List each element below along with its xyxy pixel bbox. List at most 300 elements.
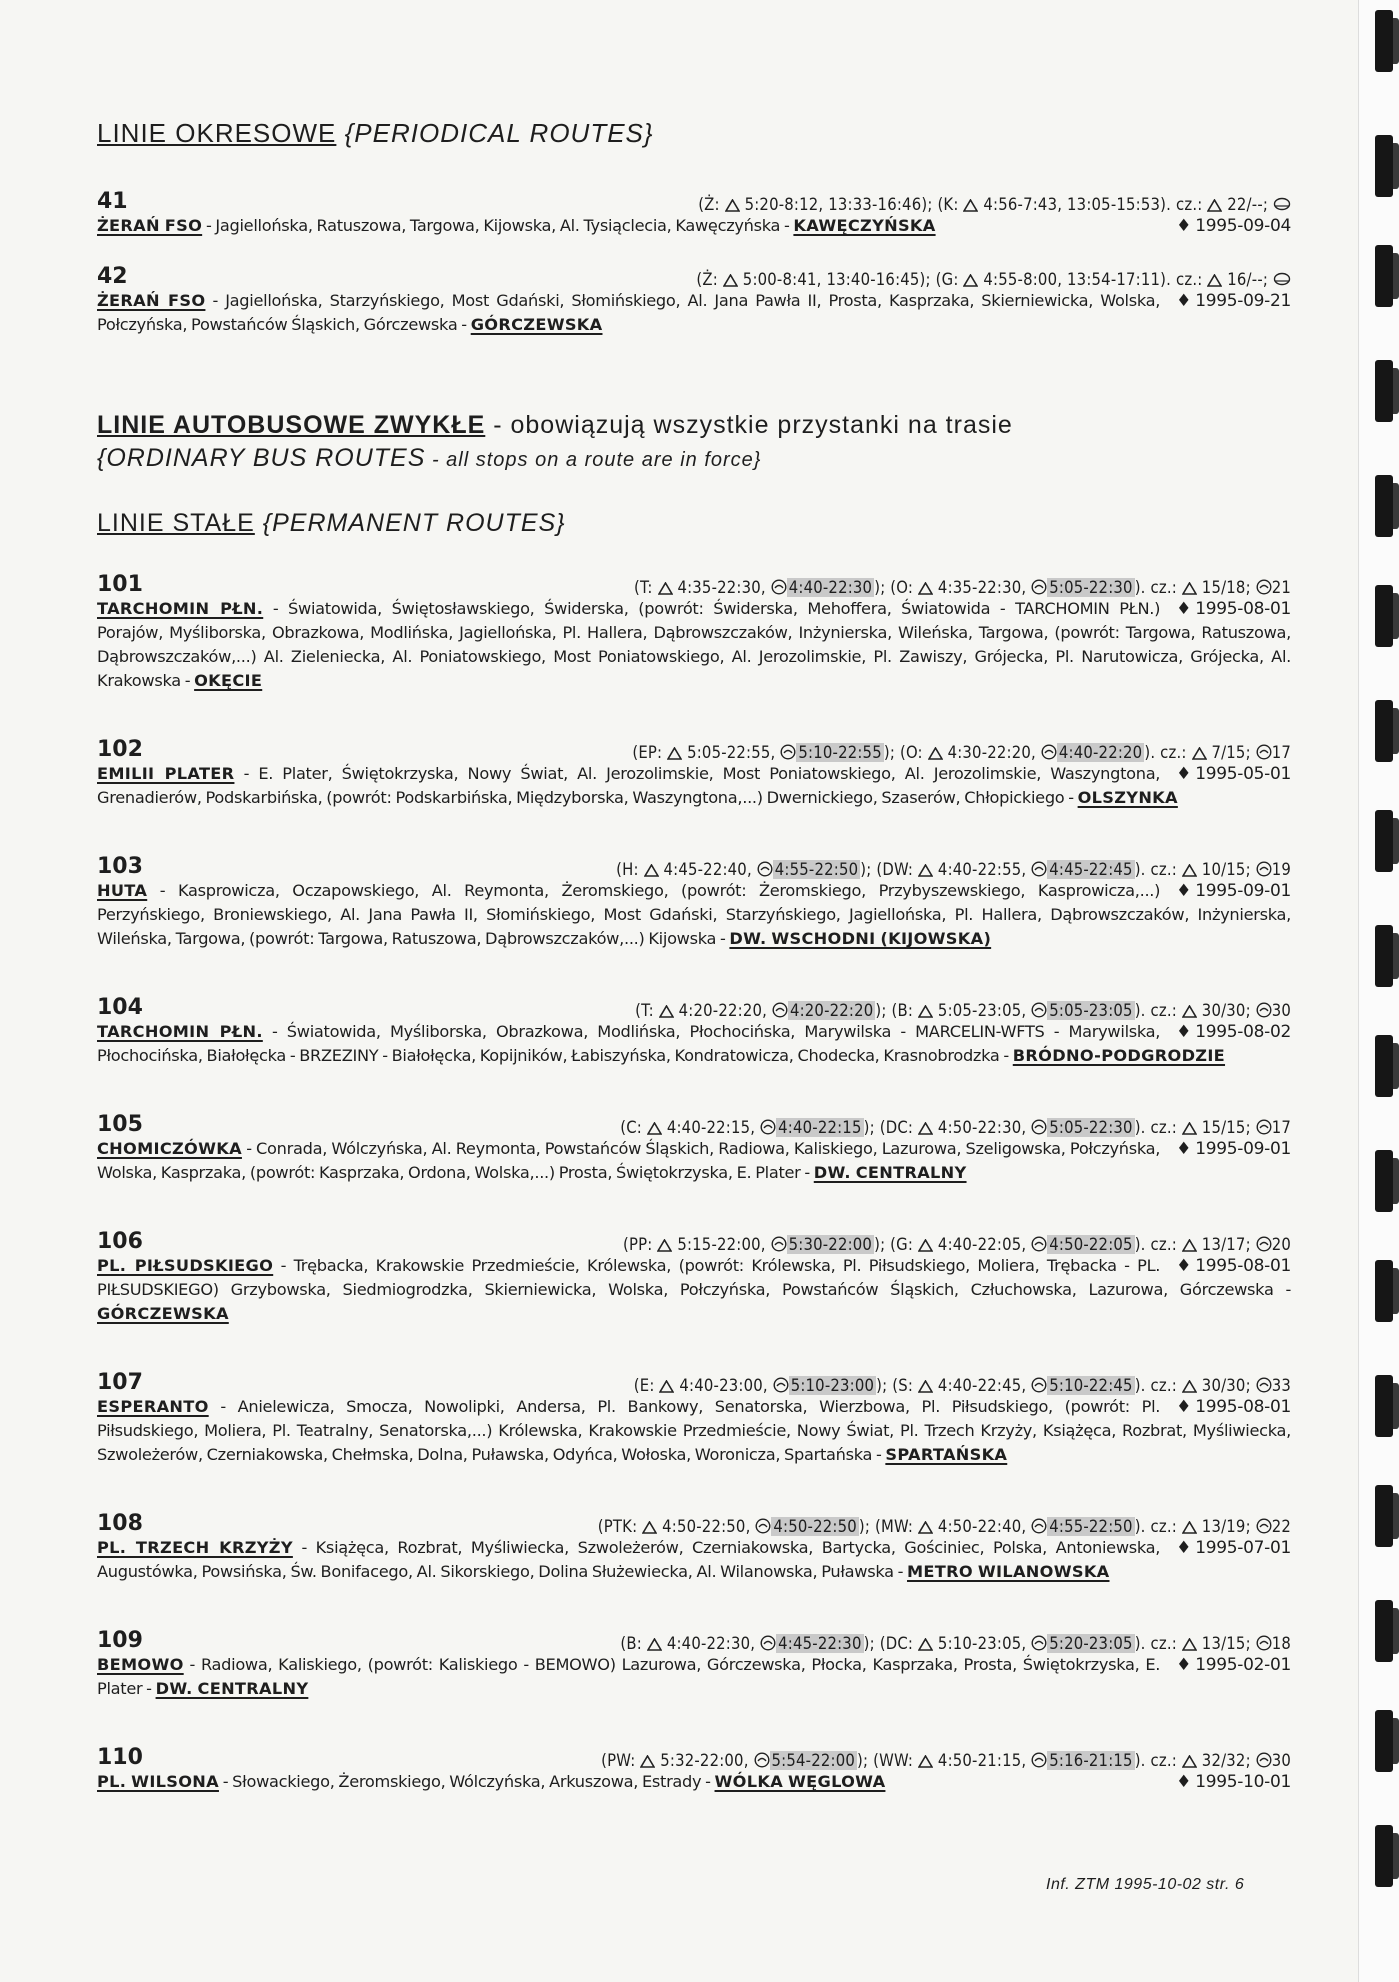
terminus-start: BEMOWO — [97, 1655, 184, 1674]
holiday-circle-icon — [1256, 1236, 1272, 1252]
schedule — [634, 578, 1291, 597]
schedule-frequency: ). cz.: — [1134, 1118, 1182, 1137]
schedule-holiday: 5:20-23:05 — [1049, 1634, 1133, 1653]
schedule-frequency: ). cz.: — [1134, 1517, 1182, 1536]
schedule-terminal: (T: — [633, 578, 658, 597]
schedule — [620, 1118, 1291, 1137]
holiday-circle-icon — [757, 861, 773, 877]
schedule-holiday: 4:40-22:30 — [788, 578, 873, 597]
schedule-weekday-freq: 13/19; — [1196, 1517, 1256, 1536]
triangle-icon — [1182, 1380, 1197, 1393]
binding-ring — [1375, 135, 1393, 197]
schedule-holiday-freq: 30 — [1271, 1751, 1291, 1770]
route-description — [97, 289, 1291, 337]
holiday-circle-icon — [1041, 744, 1057, 760]
schedule-frequency: ). cz.: — [1134, 1751, 1182, 1770]
triangle-icon — [1182, 1122, 1197, 1135]
schedule-terminal: (PP: — [622, 1235, 658, 1254]
schedule-part: (Ż: — [696, 270, 723, 289]
line-block — [97, 189, 1291, 238]
terminus-end: DW. CENTRALNY — [813, 1163, 967, 1182]
schedule-weekday-freq: 7/15; — [1206, 743, 1256, 762]
line-header — [97, 995, 1291, 1020]
holiday-circle-icon — [773, 1377, 789, 1393]
triangle-icon — [725, 199, 740, 212]
schedule-terminal: (B: — [620, 1634, 647, 1653]
binding-ring — [1375, 1150, 1393, 1212]
start-date: ♦ 1995-09-01 — [1176, 1139, 1291, 1159]
schedule-weekday: 5:05-22:55, — [682, 743, 781, 762]
binding-ring — [1375, 1825, 1393, 1887]
route-streets: - Słowackiego, Żeromskiego, Wólczyńska, Arkuszowa, Estrady - — [218, 1772, 715, 1791]
triangle-icon — [1182, 1521, 1197, 1534]
schedule — [634, 1376, 1291, 1395]
schedule-holiday-freq: 20 — [1271, 1235, 1291, 1254]
binding-ring — [1375, 1035, 1393, 1097]
terminus-start: PL. TRZECH KRZYŻY — [97, 1538, 293, 1557]
schedule-holiday: 4:40-22:15 — [778, 1118, 862, 1137]
triangle-icon — [1192, 747, 1207, 760]
schedule-holiday-freq: 19 — [1271, 860, 1291, 879]
triangle-icon — [657, 1239, 672, 1252]
schedule-terminal: (H: — [616, 860, 644, 879]
schedule — [632, 743, 1291, 762]
holiday-circle-icon — [1256, 1002, 1272, 1018]
triangle-icon — [1182, 1755, 1197, 1768]
line-number: 108 — [97, 1511, 143, 1536]
terminus-start: ŻERAŃ FSO — [97, 216, 203, 235]
start-date: ♦ 1995-08-01 — [1176, 1397, 1291, 1417]
schedule-weekday: 4:40-22:45, — [933, 1376, 1032, 1395]
route-description — [97, 1536, 1291, 1584]
schedule-holiday-freq: 18 — [1271, 1634, 1291, 1653]
terminus-start: CHOMICZÓWKA — [97, 1139, 242, 1158]
schedule-weekday-freq: 13/15; — [1196, 1634, 1256, 1653]
triangle-icon — [918, 1380, 933, 1393]
schedule-weekday-freq: 30/30; — [1196, 1376, 1256, 1395]
triangle-icon — [659, 1005, 674, 1018]
periodical-heading-pl: LINIE OKRESOWE — [97, 118, 337, 148]
schedule-terminal: (EP: — [632, 743, 668, 762]
binding-ring — [1375, 475, 1393, 537]
triangle-icon — [918, 864, 933, 877]
schedule-weekday-freq: 32/32; — [1196, 1751, 1256, 1770]
terminus-end: WÓLKA WĘGLOWA — [714, 1772, 886, 1791]
schedule — [616, 860, 1291, 879]
permanent-heading — [97, 509, 1291, 538]
schedule-weekday: 4:50-22:50, — [657, 1517, 756, 1536]
schedule-part: 4:56-7:43, 13:05-15:53). cz.: — [978, 195, 1208, 214]
terminus-start: ESPERANTO — [97, 1397, 209, 1416]
start-date: ♦ 1995-09-04 — [1176, 216, 1291, 236]
schedule-holiday: 5:10-23:00 — [790, 1376, 875, 1395]
binding-ring — [1375, 10, 1393, 72]
route-streets: - Trębacka, Krakowskie Przedmieście, Królewska, (powrót: Królewska, Pl. Piłsudskiego, Moliera, Trębacka - PL. PIŁSUDSKIEGO) Grzybowska, Siedmiogrodzka, Skierniewicka, Wolska, Połczyńska, Powstańców Śląskich, Człuchowska, Lazurowa, Górczewska - — [97, 1256, 1291, 1299]
triangle-icon — [1182, 1005, 1197, 1018]
triangle-icon — [723, 274, 738, 287]
schedule-weekday: 4:50-22:40, — [933, 1517, 1032, 1536]
route-description — [97, 1653, 1291, 1701]
triangle-icon — [918, 1239, 933, 1252]
start-date: ♦ 1995-08-01 — [1176, 599, 1291, 619]
binding-ring — [1375, 1375, 1393, 1437]
schedule-holiday: 4:50-22:50 — [773, 1517, 857, 1536]
start-date: ♦ 1995-07-01 — [1176, 1538, 1291, 1558]
schedule-weekday-freq: 15/15; — [1196, 1118, 1256, 1137]
schedule-part: 22/--; — [1222, 195, 1273, 214]
binding-ring — [1375, 1260, 1393, 1322]
triangle-icon — [918, 1005, 933, 1018]
holiday-circle-icon — [1256, 1518, 1272, 1534]
schedule — [698, 195, 1291, 214]
start-date: ♦ 1995-09-01 — [1176, 881, 1291, 901]
holiday-circle-icon — [1256, 1377, 1272, 1393]
route-description — [97, 1020, 1291, 1068]
line-number: 103 — [97, 854, 143, 879]
schedule-part: 5:00-8:41, 13:40-16:45); (G: — [737, 270, 964, 289]
terminus-start: HUTA — [97, 881, 148, 900]
line-number: 109 — [97, 1628, 143, 1653]
line-block — [97, 995, 1291, 1068]
line-number: 102 — [97, 737, 143, 762]
route-description — [97, 1137, 1291, 1185]
permanent-lines — [97, 572, 1291, 1794]
ordinary-heading-rest: - obowiązują wszystkie przystanki na trasie — [485, 411, 1013, 439]
schedule-holiday: 4:20-22:20 — [789, 1001, 874, 1020]
schedule-holiday: 5:54-22:00 — [771, 1751, 855, 1770]
schedule-weekday: 4:40-23:00, — [674, 1376, 773, 1395]
terminus-start: EMILII PLATER — [97, 764, 235, 783]
line-block — [97, 1229, 1291, 1326]
line-number: 107 — [97, 1370, 143, 1395]
start-date: ♦ 1995-10-01 — [1176, 1772, 1291, 1792]
ordinary-heading — [97, 411, 1291, 440]
line-block — [97, 737, 1291, 810]
schedule — [620, 1634, 1291, 1653]
route-description — [97, 597, 1291, 693]
terminus-end: DW. WSCHODNI (KIJOWSKA) — [729, 929, 992, 948]
terminus-start: PL. PIŁSUDSKIEGO — [97, 1256, 274, 1275]
line-block — [97, 572, 1291, 693]
line-block — [97, 264, 1291, 337]
triangle-icon — [1182, 1239, 1197, 1252]
triangle-icon — [918, 1122, 933, 1135]
route-streets: - Anielewicza, Smocza, Nowolipki, Andersa, Pl. Bankowy, Senatorska, Wierzbowa, Pl. Piłsudskiego, (powrót: Pl. Piłsudskiego, Moliera, Pl. Teatralny, Senatorska,...) Królewska, Krakowskie Przedmieście, Nowy Świat, Pl. Trzech Krzyży, Książęca, Rozbrat, Myśliwiecka, Szwoleżerów, Czerniakowska, Chełmska, Dolna, Puławska, Odyńca, Wołoska, Woronicza, Spartańska - — [97, 1397, 1291, 1464]
triangle-icon — [963, 274, 978, 287]
triangle-icon — [659, 1380, 674, 1393]
line-header — [97, 737, 1291, 762]
triangle-icon — [918, 1755, 933, 1768]
schedule-terminal: ); (G: — [874, 1235, 919, 1254]
holiday-circle-icon — [1031, 1119, 1047, 1135]
schedule-part: 4:55-8:00, 13:54-17:11). cz.: — [978, 270, 1208, 289]
holiday-circle-icon — [1256, 1752, 1272, 1768]
triangle-icon — [918, 1521, 933, 1534]
holiday-circle-icon — [1031, 861, 1047, 877]
holiday-circle-icon — [771, 1236, 787, 1252]
line-number: 110 — [97, 1745, 143, 1770]
holiday-circle-icon — [1256, 579, 1272, 595]
line-header — [97, 854, 1291, 879]
terminus-end: SPARTAŃSKA — [885, 1445, 1008, 1464]
binding-ring — [1375, 925, 1393, 987]
schedule-weekday: 4:35-22:30, — [672, 578, 771, 597]
line-block — [97, 1745, 1291, 1794]
schedule-terminal: (E: — [633, 1376, 660, 1395]
line-header — [97, 189, 1291, 214]
schedule-terminal: ); (O: — [874, 578, 919, 597]
schedule-holiday-freq: 22 — [1271, 1517, 1291, 1536]
schedule-frequency: ). cz.: — [1144, 743, 1192, 762]
line-block — [97, 1112, 1291, 1185]
route-description — [97, 762, 1291, 810]
terminus-end: OLSZYNKA — [1077, 788, 1178, 807]
schedule-weekday: 5:32-22:00, — [655, 1751, 754, 1770]
bus-icon — [1273, 271, 1291, 287]
schedule-holiday-freq: 17 — [1271, 1118, 1291, 1137]
holiday-circle-icon — [754, 1752, 770, 1768]
route-streets: - Conrada, Wólczyńska, Al. Reymonta, Powstańców Śląskich, Radiowa, Kaliskiego, Lazurowa, Szeligowska, Połczyńska, Wolska, Kasprzaka, (powrót: Kasprzaka, Ordona, Wolska,...) Prosta, Świętokrzyska, E. Plater - — [97, 1139, 1161, 1182]
line-number: 101 — [97, 572, 143, 597]
terminus-end: KAWĘCZYŃSKA — [793, 216, 936, 235]
triangle-icon — [1182, 582, 1197, 595]
holiday-circle-icon — [1031, 1377, 1047, 1393]
schedule-part: 16/--; — [1222, 270, 1273, 289]
binding-ring — [1375, 1600, 1393, 1662]
binding-ring — [1375, 700, 1393, 762]
binding-ring — [1375, 245, 1393, 307]
terminus-end: DW. CENTRALNY — [155, 1679, 309, 1698]
route-streets: - Jagiellońska, Ratuszowa, Targowa, Kijowska, Al. Tysiąclecia, Kawęczyńska - — [202, 216, 794, 235]
schedule-weekday: 4:50-22:30, — [933, 1118, 1032, 1137]
route-streets: - E. Plater, Świętokrzyska, Nowy Świat, Al. Jerozolimskie, Most Poniatowskiego, Al. Jerozolimskie, Waszyngtona, Grenadierów, Podskarbińska, (powrót: Podskarbińska, Międzyborska, Waszyngtona,...) Dwernickiego, Szaserów, Chłopickiego - — [97, 764, 1161, 807]
line-number: 42 — [97, 264, 128, 289]
line-block — [97, 854, 1291, 951]
binding-ring — [1375, 1485, 1393, 1547]
terminus-end: OKĘCIE — [194, 671, 263, 690]
schedule-part: (Ż: — [698, 195, 725, 214]
start-date: ♦ 1995-08-01 — [1176, 1256, 1291, 1276]
schedule-terminal: ); (DC: — [863, 1118, 919, 1137]
bus-icon — [1273, 196, 1291, 212]
schedule-holiday-freq: 17 — [1271, 743, 1291, 762]
triangle-icon — [1207, 199, 1222, 212]
triangle-icon — [647, 1638, 662, 1651]
spiral-binding — [1358, 0, 1399, 1982]
triangle-icon — [640, 1755, 655, 1768]
ordinary-heading-en — [97, 444, 1291, 473]
route-streets: - Światowida, Świętosławskiego, Świderska, (powrót: Świderska, Mehoffera, Światowida - TARCHOMIN PŁN.) Porajów, Myśliborska, Obrazkowa, Modlińska, Jagiellońska, Pl. Hallera, Dąbrowszczaków, Inżynierska, Wileńska, Targowa, (powrót: Targowa, Ratuszowa, Dąbrowszczaków,...) Al. Zieleniecka, Al. Poniatowskiego, Most Poniatowskiego, Al. Jerozolimskie, Pl. Zawiszy, Grójecka, Pl. Narutowicza, Grójecka, Al. Krakowska - — [97, 599, 1291, 690]
holiday-circle-icon — [1031, 1002, 1047, 1018]
holiday-circle-icon — [760, 1635, 776, 1651]
triangle-icon — [644, 864, 659, 877]
triangle-icon — [963, 199, 978, 212]
terminus-start: ŻERAŃ FSO — [97, 291, 206, 310]
holiday-circle-icon — [1256, 861, 1272, 877]
terminus-start: PL. WILSONA — [97, 1772, 219, 1791]
schedule-holiday: 4:45-22:45 — [1049, 860, 1133, 879]
triangle-icon — [918, 582, 933, 595]
line-number: 41 — [97, 189, 128, 214]
schedule-weekday-freq: 10/15; — [1196, 860, 1256, 879]
schedule-terminal: ); (O: — [883, 743, 928, 762]
ordinary-heading-en-main: {ORDINARY BUS ROUTES — [97, 444, 426, 472]
schedule-holiday-freq: 21 — [1271, 578, 1291, 597]
schedule-holiday: 4:45-22:30 — [778, 1634, 862, 1653]
line-number: 105 — [97, 1112, 143, 1137]
schedule-frequency: ). cz.: — [1134, 1634, 1182, 1653]
schedule-terminal: (PW: — [601, 1751, 641, 1770]
line-header — [97, 572, 1291, 597]
holiday-circle-icon — [1031, 1518, 1047, 1534]
schedule-frequency: ). cz.: — [1134, 1376, 1182, 1395]
binding-ring — [1375, 810, 1393, 872]
permanent-heading-pl: LINIE STAŁE — [97, 509, 255, 537]
triangle-icon — [667, 747, 682, 760]
page-footer: Inf. ZTM 1995-10-02 str. 6 — [1046, 1876, 1245, 1893]
line-header — [97, 1511, 1291, 1536]
line-header — [97, 264, 1291, 289]
binding-ring — [1375, 1710, 1393, 1772]
schedule-weekday: 4:45-22:40, — [658, 860, 757, 879]
ordinary-heading-bold: LINIE AUTOBUSOWE ZWYKŁE — [97, 411, 486, 439]
start-date: ♦ 1995-05-01 — [1176, 764, 1291, 784]
schedule-weekday: 5:15-22:00, — [672, 1235, 771, 1254]
schedule-holiday: 5:10-22:55 — [798, 743, 882, 762]
line-header — [97, 1745, 1291, 1770]
schedule-holiday: 5:05-22:30 — [1049, 1118, 1133, 1137]
terminus-end: GÓRCZEWSKA — [97, 1304, 229, 1323]
schedule-weekday: 4:40-22:15, — [661, 1118, 761, 1137]
schedule-weekday: 5:05-23:05, — [933, 1001, 1032, 1020]
line-number: 106 — [97, 1229, 143, 1254]
permanent-heading-en: {PERMANENT ROUTES} — [262, 509, 566, 537]
schedule-holiday: 5:30-22:00 — [788, 1235, 873, 1254]
route-description — [97, 1395, 1291, 1467]
holiday-circle-icon — [780, 744, 796, 760]
route-streets: - Światowida, Myśliborska, Obrazkowa, Modlińska, Płochocińska, Marywilska - MARCELIN-WFTS - Marywilska, Płochocińska, Białołęcka - BRZEZINY - Białołęcka, Kopijników, Łabiszyńska, Kondratowicza, Chodecka, Krasnobrodzka - — [97, 1022, 1161, 1065]
line-number: 104 — [97, 995, 143, 1020]
schedule — [598, 1517, 1291, 1536]
schedule-holiday: 4:55-22:50 — [774, 860, 859, 879]
holiday-circle-icon — [1031, 579, 1047, 595]
route-description — [97, 214, 1291, 238]
schedule-weekday-freq: 15/18; — [1196, 578, 1256, 597]
schedule-holiday: 4:50-22:05 — [1049, 1235, 1133, 1254]
schedule-frequency: ). cz.: — [1134, 1001, 1182, 1020]
schedule-terminal: (C: — [620, 1118, 647, 1137]
ordinary-heading-en-small: - all stops on a route are in force} — [425, 449, 762, 471]
triangle-icon — [642, 1521, 657, 1534]
triangle-icon — [1182, 864, 1197, 877]
terminus-end: METRO WILANOWSKA — [907, 1562, 1110, 1581]
schedule-holiday: 5:05-22:30 — [1049, 578, 1133, 597]
schedule-terminal: ); (B: — [875, 1001, 919, 1020]
holiday-circle-icon — [1256, 744, 1272, 760]
schedule-weekday: 4:30-22:20, — [942, 743, 1041, 762]
schedule-holiday: 4:55-22:50 — [1049, 1517, 1133, 1536]
line-block — [97, 1370, 1291, 1467]
schedule-terminal: ); (S: — [876, 1376, 919, 1395]
start-date: ♦ 1995-02-01 — [1176, 1655, 1291, 1675]
terminus-end: BRÓDNO-PODGRODZIE — [1012, 1046, 1226, 1065]
schedule — [601, 1751, 1291, 1770]
schedule-part: 5:20-8:12, 13:33-16:46); (K: — [739, 195, 964, 214]
schedule-holiday-freq: 30 — [1271, 1001, 1291, 1020]
triangle-icon — [658, 582, 673, 595]
schedule-weekday: 4:20-22:20, — [673, 1001, 772, 1020]
schedule-weekday: 4:50-21:15, — [933, 1751, 1032, 1770]
holiday-circle-icon — [771, 579, 787, 595]
periodical-lines — [97, 189, 1291, 337]
schedule-holiday: 5:10-22:45 — [1049, 1376, 1133, 1395]
schedule-holiday: 5:05-23:05 — [1049, 1001, 1133, 1020]
route-description — [97, 1770, 1291, 1794]
route-streets: - Książęca, Rozbrat, Myśliwiecka, Szwoleżerów, Czerniakowska, Bartycka, Gościniec, Polska, Antoniewska, Augustówka, Powsińska, Św. Bonifacego, Al. Sikorskiego, Dolina Służewiecka, Al. Wilanowska, Puławska - — [97, 1538, 1161, 1581]
schedule-terminal: ); (DC: — [863, 1634, 919, 1653]
schedule-weekday: 5:10-23:05, — [933, 1634, 1032, 1653]
periodical-heading-en: {PERIODICAL ROUTES} — [344, 118, 654, 148]
schedule-frequency: ). cz.: — [1134, 1235, 1182, 1254]
terminus-end: GÓRCZEWSKA — [470, 315, 603, 334]
holiday-circle-icon — [1031, 1752, 1047, 1768]
schedule-terminal: ); (DW: — [860, 860, 919, 879]
route-streets: - Kasprowicza, Oczapowskiego, Al. Reymonta, Żeromskiego, (powrót: Żeromskiego, Przybyszewskiego, Kasprowicza,...) Perzyńskiego, Broniewskiego, Al. Jana Pawła II, Słomińskiego, Most Gdański, Starzyńskiego, Jagiellońska, Pl. Hallera, Dąbrowszczaków, Inżynierska, Wileńska, Targowa, (powrót: Targowa, Ratuszowa, Dąbrowszczaków,...) Kijowska - — [97, 881, 1291, 948]
triangle-icon — [918, 1638, 933, 1651]
schedule — [696, 270, 1291, 289]
start-date: ♦ 1995-09-21 — [1176, 291, 1291, 311]
triangle-icon — [647, 1122, 662, 1135]
schedule-holiday: 5:16-21:15 — [1049, 1751, 1133, 1770]
terminus-start: TARCHOMIN PŁN. — [97, 1022, 263, 1041]
line-header — [97, 1229, 1291, 1254]
triangle-icon — [1182, 1638, 1197, 1651]
holiday-circle-icon — [760, 1119, 776, 1135]
route-streets: - Radiowa, Kaliskiego, (powrót: Kaliskiego - BEMOWO) Lazurowa, Górczewska, Płocka, Kasprzaka, Prosta, Świętokrzyska, E. Plater - — [97, 1655, 1161, 1698]
holiday-circle-icon — [1031, 1236, 1047, 1252]
schedule-holiday: 4:40-22:20 — [1058, 743, 1143, 762]
schedule-terminal: ); (MW: — [858, 1517, 919, 1536]
start-date: ♦ 1995-08-02 — [1176, 1022, 1291, 1042]
holiday-circle-icon — [1256, 1635, 1272, 1651]
schedule-frequency: ). cz.: — [1134, 860, 1182, 879]
line-block — [97, 1511, 1291, 1584]
schedule-terminal: (T: — [635, 1001, 659, 1020]
schedule-weekday-freq: 13/17; — [1196, 1235, 1256, 1254]
periodical-heading — [97, 118, 1291, 149]
schedule — [635, 1001, 1291, 1020]
schedule-weekday-freq: 30/30; — [1196, 1001, 1256, 1020]
triangle-icon — [1207, 274, 1222, 287]
route-description — [97, 1254, 1291, 1326]
holiday-circle-icon — [772, 1002, 788, 1018]
terminus-start: TARCHOMIN PŁN. — [97, 599, 264, 618]
holiday-circle-icon — [755, 1518, 771, 1534]
schedule-terminal: ); (WW: — [857, 1751, 919, 1770]
binding-ring — [1375, 360, 1393, 422]
holiday-circle-icon — [1256, 1119, 1272, 1135]
schedule-terminal: (PTK: — [597, 1517, 643, 1536]
schedule — [623, 1235, 1291, 1254]
schedule-frequency: ). cz.: — [1134, 578, 1182, 597]
line-header — [97, 1370, 1291, 1395]
schedule-weekday: 4:40-22:55, — [933, 860, 1032, 879]
route-streets: - Jagiellońska, Starzyńskiego, Most Gdański, Słomińskiego, Al. Jana Pawła II, Prosta, Kasprzaka, Skierniewicka, Wolska, Połczyńska, Powstańców Śląskich, Górczewska - — [97, 291, 1161, 334]
binding-ring — [1375, 585, 1393, 647]
schedule-weekday: 4:35-22:30, — [933, 578, 1032, 597]
page-content — [97, 118, 1291, 1838]
schedule-holiday-freq: 33 — [1271, 1376, 1291, 1395]
